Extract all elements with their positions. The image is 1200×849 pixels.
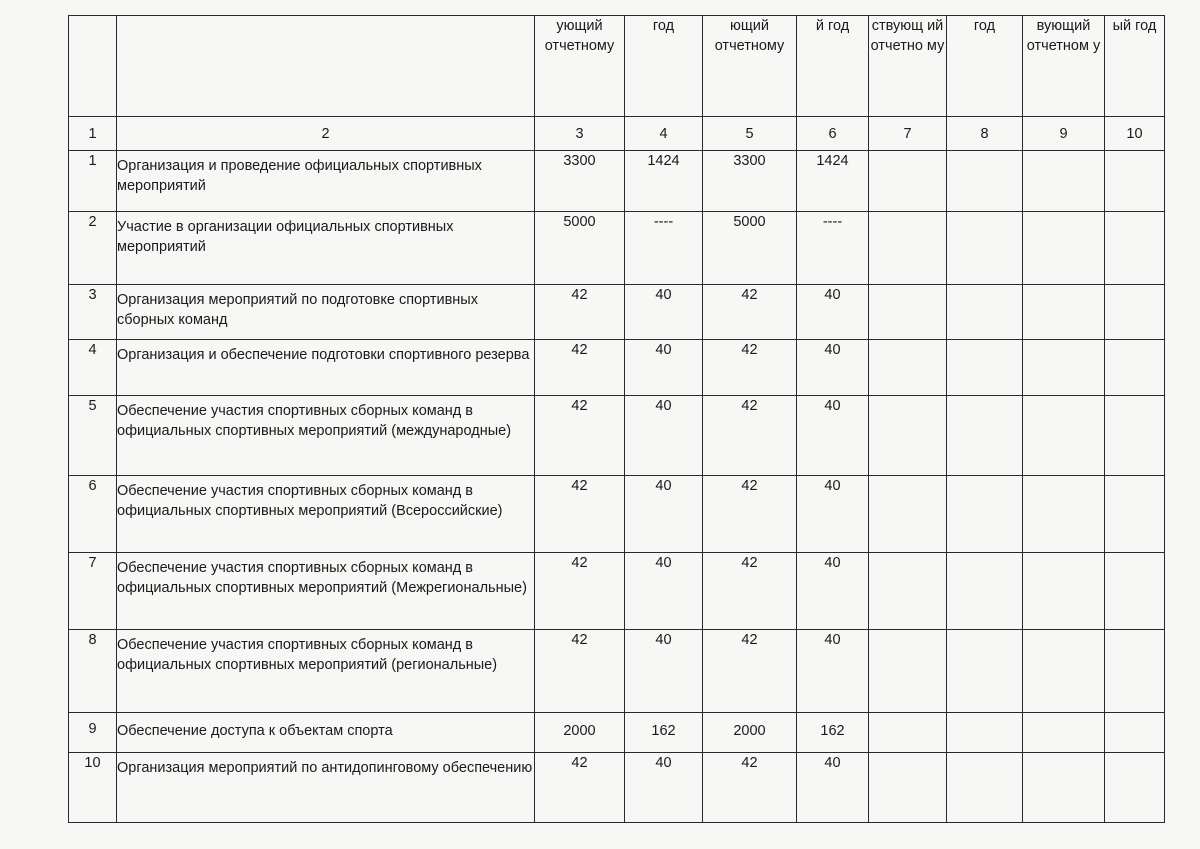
value-col5: 3300 bbox=[703, 151, 797, 212]
header-cell: год bbox=[947, 16, 1023, 117]
value-col5: 42 bbox=[703, 630, 797, 713]
table-row bbox=[69, 212, 1165, 285]
value-col10 bbox=[1105, 713, 1165, 753]
table-body bbox=[69, 151, 1165, 823]
column-number: 5 bbox=[703, 117, 797, 151]
column-number-row bbox=[69, 117, 1165, 151]
value-col8 bbox=[947, 151, 1023, 212]
value-col7 bbox=[869, 212, 947, 285]
value-col4: 40 bbox=[625, 553, 703, 630]
row-number: 7 bbox=[69, 553, 117, 630]
value-col3: 42 bbox=[535, 285, 625, 340]
value-col8 bbox=[947, 553, 1023, 630]
column-number: 7 bbox=[869, 117, 947, 151]
value-col9 bbox=[1023, 285, 1105, 340]
value-col10 bbox=[1105, 340, 1165, 396]
value-col10 bbox=[1105, 476, 1165, 553]
value-col3: 42 bbox=[535, 753, 625, 823]
row-name: Обеспечение доступа к объектам спорта bbox=[117, 713, 535, 753]
value-col6: 40 bbox=[797, 553, 869, 630]
header-cell: ующий отчетному bbox=[535, 16, 625, 117]
value-col6: 40 bbox=[797, 340, 869, 396]
value-col3: 42 bbox=[535, 340, 625, 396]
column-number: 8 bbox=[947, 117, 1023, 151]
row-number: 8 bbox=[69, 630, 117, 713]
value-col7 bbox=[869, 553, 947, 630]
value-col5: 2000 bbox=[703, 713, 797, 753]
value-col5: 42 bbox=[703, 553, 797, 630]
value-col6: 1424 bbox=[797, 151, 869, 212]
header-row bbox=[69, 16, 1165, 117]
header-cell: й год bbox=[797, 16, 869, 117]
value-col3: 2000 bbox=[535, 713, 625, 753]
value-col8 bbox=[947, 476, 1023, 553]
table-row bbox=[69, 151, 1165, 212]
row-number: 3 bbox=[69, 285, 117, 340]
value-col3: 5000 bbox=[535, 212, 625, 285]
value-col10 bbox=[1105, 396, 1165, 476]
value-col7 bbox=[869, 713, 947, 753]
value-col7 bbox=[869, 151, 947, 212]
value-col10 bbox=[1105, 212, 1165, 285]
row-name: Организация и проведение официальных спортивных мероприятий bbox=[117, 151, 535, 212]
column-number: 9 bbox=[1023, 117, 1105, 151]
value-col5: 42 bbox=[703, 396, 797, 476]
table-row bbox=[69, 630, 1165, 713]
row-name: Организация мероприятий по подготовке спортивных сборных команд bbox=[117, 285, 535, 340]
value-col6: 40 bbox=[797, 630, 869, 713]
row-name: Организация и обеспечение подготовки спортивного резерва bbox=[117, 340, 535, 396]
value-col10 bbox=[1105, 630, 1165, 713]
value-col6: 40 bbox=[797, 396, 869, 476]
table-row bbox=[69, 476, 1165, 553]
value-col5: 42 bbox=[703, 753, 797, 823]
value-col9 bbox=[1023, 753, 1105, 823]
value-col4: 40 bbox=[625, 285, 703, 340]
value-col7 bbox=[869, 285, 947, 340]
column-number: 3 bbox=[535, 117, 625, 151]
row-number: 4 bbox=[69, 340, 117, 396]
row-name: Организация мероприятий по антидопинговому обеспечению bbox=[117, 753, 535, 823]
value-col5: 5000 bbox=[703, 212, 797, 285]
column-number: 10 bbox=[1105, 117, 1165, 151]
value-col3: 42 bbox=[535, 553, 625, 630]
value-col9 bbox=[1023, 340, 1105, 396]
value-col4: 40 bbox=[625, 630, 703, 713]
row-name: Обеспечение участия спортивных сборных команд в официальных спортивных мероприятий (Межрегиональные) bbox=[117, 553, 535, 630]
value-col6: 162 bbox=[797, 713, 869, 753]
header-cell: ющий отчетному bbox=[703, 16, 797, 117]
row-number: 5 bbox=[69, 396, 117, 476]
row-number: 6 bbox=[69, 476, 117, 553]
column-number: 2 bbox=[117, 117, 535, 151]
value-col8 bbox=[947, 212, 1023, 285]
row-number: 10 bbox=[69, 753, 117, 823]
value-col5: 42 bbox=[703, 476, 797, 553]
value-col7 bbox=[869, 476, 947, 553]
value-col7 bbox=[869, 630, 947, 713]
value-col6: 40 bbox=[797, 753, 869, 823]
value-col10 bbox=[1105, 753, 1165, 823]
value-col7 bbox=[869, 396, 947, 476]
column-number: 1 bbox=[69, 117, 117, 151]
row-number: 9 bbox=[69, 713, 117, 753]
header-cell: вующий отчетном у bbox=[1023, 16, 1105, 117]
value-col4: 40 bbox=[625, 396, 703, 476]
value-col5: 42 bbox=[703, 285, 797, 340]
value-col4: 40 bbox=[625, 476, 703, 553]
value-col3: 42 bbox=[535, 630, 625, 713]
value-col9 bbox=[1023, 212, 1105, 285]
value-col8 bbox=[947, 340, 1023, 396]
value-col6: ---- bbox=[797, 212, 869, 285]
value-col3: 42 bbox=[535, 396, 625, 476]
row-name: Обеспечение участия спортивных сборных команд в официальных спортивных мероприятий (региональные) bbox=[117, 630, 535, 713]
header-cell: год bbox=[625, 16, 703, 117]
value-col8 bbox=[947, 630, 1023, 713]
value-col5: 42 bbox=[703, 340, 797, 396]
column-number: 4 bbox=[625, 117, 703, 151]
value-col3: 42 bbox=[535, 476, 625, 553]
value-col9 bbox=[1023, 396, 1105, 476]
value-col9 bbox=[1023, 630, 1105, 713]
value-col10 bbox=[1105, 285, 1165, 340]
header-cell: ствующ ий отчетно му bbox=[869, 16, 947, 117]
value-col9 bbox=[1023, 553, 1105, 630]
value-col7 bbox=[869, 753, 947, 823]
value-col10 bbox=[1105, 553, 1165, 630]
value-col6: 40 bbox=[797, 285, 869, 340]
value-col8 bbox=[947, 753, 1023, 823]
value-col6: 40 bbox=[797, 476, 869, 553]
value-col8 bbox=[947, 713, 1023, 753]
row-name: Участие в организации официальных спортивных мероприятий bbox=[117, 212, 535, 285]
table-row bbox=[69, 713, 1165, 753]
value-col3: 3300 bbox=[535, 151, 625, 212]
header-cell: ый год bbox=[1105, 16, 1165, 117]
row-number: 1 bbox=[69, 151, 117, 212]
header-cell bbox=[117, 16, 535, 117]
row-name: Обеспечение участия спортивных сборных команд в официальных спортивных мероприятий (международные) bbox=[117, 396, 535, 476]
value-col4: 40 bbox=[625, 340, 703, 396]
table-row bbox=[69, 285, 1165, 340]
value-col9 bbox=[1023, 713, 1105, 753]
value-col9 bbox=[1023, 151, 1105, 212]
row-number: 2 bbox=[69, 212, 117, 285]
indicator-table bbox=[68, 15, 1165, 823]
column-number: 6 bbox=[797, 117, 869, 151]
value-col9 bbox=[1023, 476, 1105, 553]
value-col8 bbox=[947, 285, 1023, 340]
header-cell bbox=[69, 16, 117, 117]
value-col4: 162 bbox=[625, 713, 703, 753]
table-row bbox=[69, 553, 1165, 630]
value-col4: 1424 bbox=[625, 151, 703, 212]
value-col4: 40 bbox=[625, 753, 703, 823]
value-col7 bbox=[869, 340, 947, 396]
table-row bbox=[69, 340, 1165, 396]
value-col4: ---- bbox=[625, 212, 703, 285]
table-row bbox=[69, 753, 1165, 823]
value-col8 bbox=[947, 396, 1023, 476]
row-name: Обеспечение участия спортивных сборных команд в официальных спортивных мероприятий (Всероссийские) bbox=[117, 476, 535, 553]
value-col10 bbox=[1105, 151, 1165, 212]
table-row bbox=[69, 396, 1165, 476]
